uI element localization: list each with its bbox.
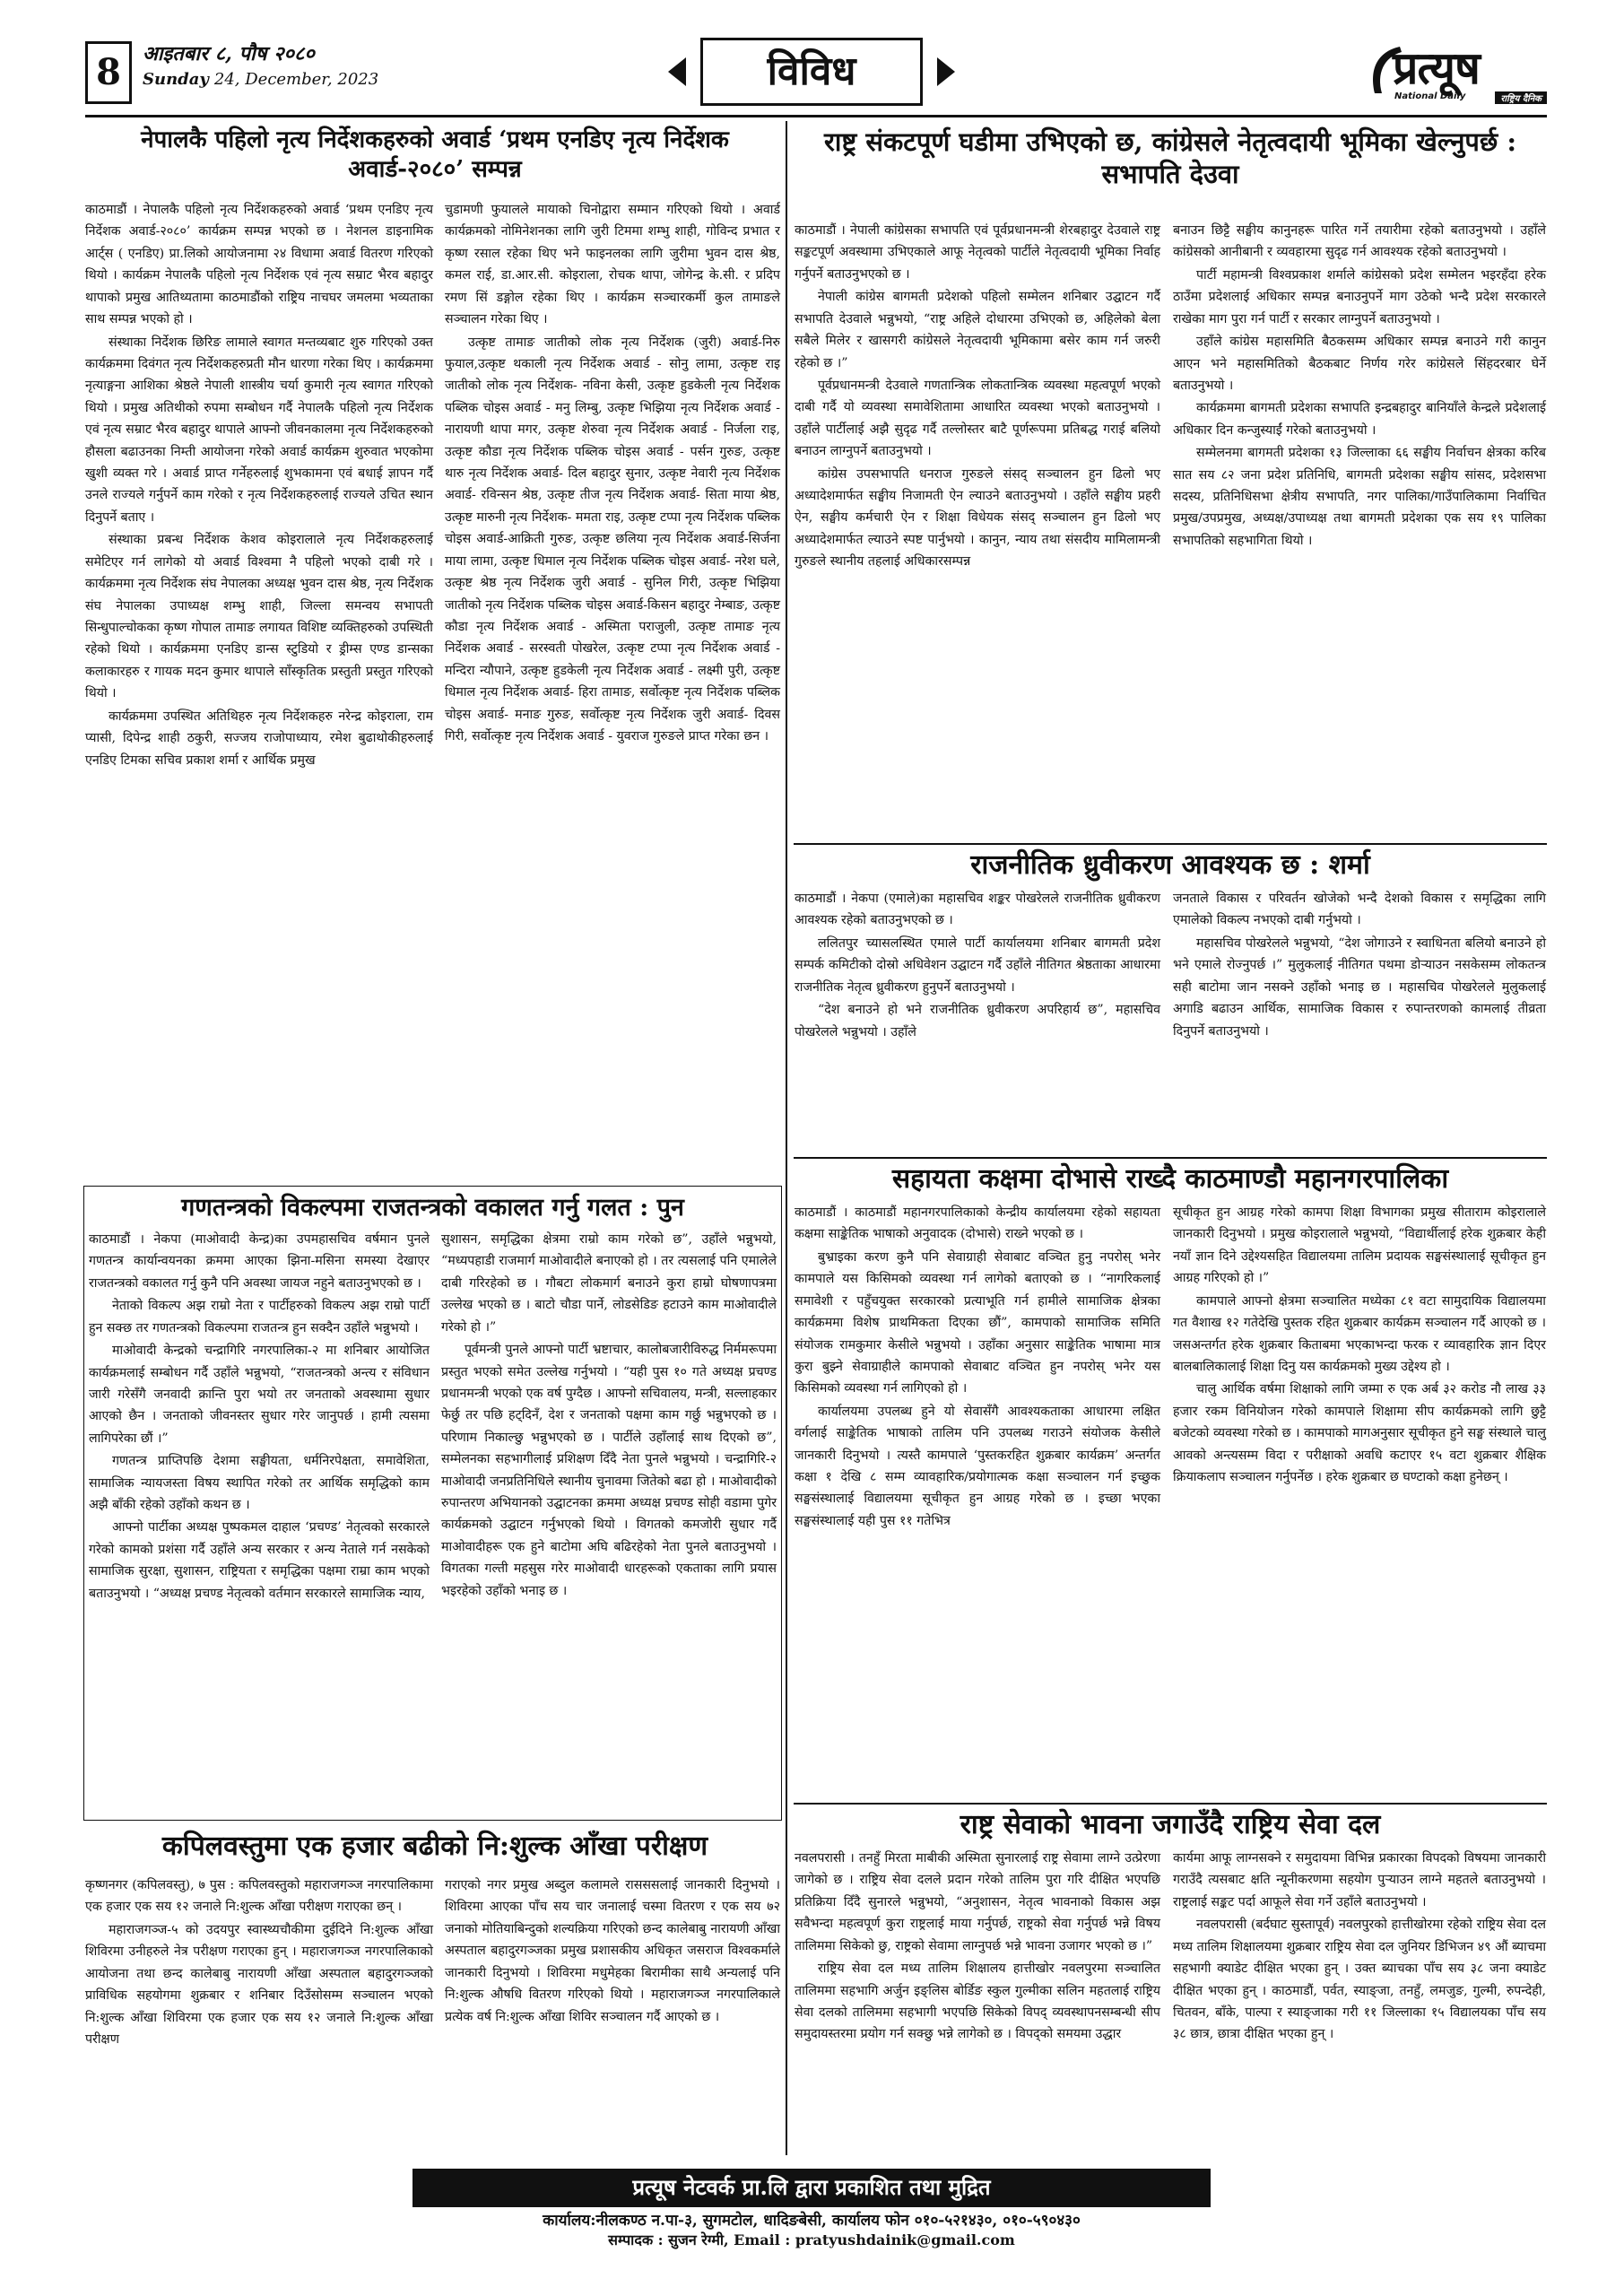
date-english	[143, 70, 378, 89]
article-paragraph: नेताको विकल्प अझ राम्रो नेता र पार्टीहरुको विकल्प अझ राम्रो पार्टी हुन सक्छ तर गणतन्त्रको विकल्पमा राजतन्त्र हुन सक्दैन उहाँले भन्नुभयो ।	[89, 1299, 430, 1335]
article-paragraph: उहाँले कांग्रेस महासमिति बैठकसम्म अधिकार सम्पन्न बनाउने गरी कानुन आएन भने महासमितिको बैठकबाट निर्णय गरेर कांग्रेसले सिंहदरबार घेर्ने बताउनुभयो ।	[1173, 335, 1546, 393]
article-paragraph: काठमाडौं । काठमाडौं महानगरपालिकाको केन्द्रीय कार्यालयमा रहेको सहायता कक्षमा साङ्केतिक भाषाको अनुवादक (दोभासे) राख्ने भएको छ ।	[795, 1205, 1160, 1242]
article-4-headline: राष्ट्र संकटपूर्ण घडीमा उभिएको छ, कांग्रेसले नेतृत्वदायी भूमिका खेल्नुपर्छ : सभापति देउवा	[823, 126, 1517, 190]
logo-tagline	[1394, 91, 1547, 104]
article-paragraph: पार्टी महामन्त्री विश्वप्रकाश शर्माले कांग्रेसको प्रदेश सम्मेलन भइरहँदा हरेक ठाउँमा प्रदेशलाई अधिकार सम्पन्न बनाउनुपर्ने माग उठेको भन्दै प्रदेश सरकारले राखेका माग पुरा गर्न पार्टी र सरकार लाग्नुपर्ने बताउनुभयो ।	[1173, 267, 1546, 326]
article-6-headline: सहायता कक्षमा दोभासे राख्दै काठमाण्डौ महानगरपालिका	[891, 1163, 1449, 1195]
date-english-value: 24, December, 2023	[213, 70, 379, 89]
article-paragraph: काठमाडौं । नेपालकै पहिलो नृत्य निर्देशकहरुको अवार्ड ‘प्रथम एनडिए नृत्य निर्देशक अवार्ड-२०८०’ कार्यक्रम सम्पन्न भएको छ । नेशनल डाइनामिक आर्ट्स ( एनडिए) प्रा.लिको आयोजनामा २४ विधामा अवार्ड वितरण गरिएको थियो । कार्यक्रम नेपालकै पहिलो नृत्य निर्देशक एवं नृत्य सम्राट भैरव बहादुर थापाको प्रमुख आतिथ्यतामा काठमाडौंको राष्ट्रिय नाचघर जमलमा भव्यताका साथ सम्पन्न भएको हो ।	[85, 203, 433, 327]
article-paragraph: ललितपुर च्यासलस्थित एमाले पार्टी कार्यालयमा शनिबार बागमती प्रदेश सम्पर्क कमिटीको दोस्रो अधिवेशन उद्घाटन गर्दै उहाँले नीतिगत श्रेष्ठताका आधारमा राजनीतिक नेतृत्व ध्रुवीकरण हुनुपर्ने बताउनुभयो ।	[795, 935, 1160, 995]
article-paragraph: कार्यमा आफू लाग्नसक्ने र समुदायमा विभिन्न प्रकारका विपदको विषयमा जानकारी गराउँदै त्यसबाट क्षति न्यूनीकरणमा सहयोग पुऱ्याउन लाग्ने महतले बताउनुभयो । राष्ट्रलाई सङ्कट पर्दा आफूले सेवा गर्ने उहाँले बताउनुभयो ।	[1173, 1851, 1546, 1909]
article-paragraph: कामपाले आफ्नो क्षेत्रमा सञ्चालित मध्येका ८१ वटा सामुदायिक विद्यालयमा गत वैशाख १२ गतेदेखि पुस्तक रहित शुक्रबार कार्यक्रम सञ्चालन गर्दै आएको छ । जसअन्तर्गत हरेक शुक्रबार किताबमा भएकाभन्दा फरक र व्यावहारिक ज्ञान दिएर बालबालिकालाई शिक्षा दिनु यस कार्यक्रमको मुख्य उद्देश्य हो ।	[1173, 1293, 1546, 1374]
article-paragraph: जनताले विकास र परिवर्तन खोजेको भन्दै देशको विकास र समृद्धिका लागि एमालेको विकल्प नभएको दाबी गर्नुभयो ।	[1173, 891, 1546, 928]
article-6-column-1	[795, 1202, 1160, 1533]
article-2-headline: गणतन्त्रको विकल्पमा राजतन्त्रको वकालत गर्नु गलत : पुन	[181, 1194, 684, 1222]
article-paragraph: महासचिव पोखरेलले भन्नुभयो, “देश जोगाउने र स्वाधिनता बलियो बनाउने हो भने एमाले रोज्नुपर्छ ।” मुलुकलाई नीतिगत पथमा डोर्‍याउन नसकेसम्म लोकतन्त्र सही बाटोमा जान नसक्ने उहाँको भनाइ छ । महासचिव पोखरेलले मुलुकलाई अगाडि बढाउन आर्थिक, सामाजिक विकास र रुपान्तरणको कामलाई तीव्रता दिनुपर्ने बताउनुभयो ।	[1173, 935, 1546, 1039]
date-block	[143, 39, 378, 89]
article-paragraph: राष्ट्रिय सेवा दल मध्य तालिम शिक्षालय हात्तीखोर नवलपुरमा सञ्चालित तालिममा सहभागि अर्जुन इङ्लिस बोर्डिङ स्कुल गुल्मीका सलिन महतलाई राष्ट्रिय सेवा दलको तालिममा सहभागी भएपछि सिकेको विपद् व्यवस्थापनसम्बन्धी सीप समुदायस्तरमा प्रयोग गर्न सक्छु भन्ने लागेको छ । विपद्को समयमा उद्धार	[795, 1961, 1160, 2042]
article-7-column-1	[795, 1848, 1160, 2047]
article-5-headline: राजनीतिक ध्रुवीकरण आवश्यक छ : शर्मा	[970, 849, 1370, 881]
article-1-column-2	[445, 199, 780, 749]
newspaper-logo	[1368, 38, 1547, 108]
logo-tagline-en: National Daily	[1394, 91, 1466, 101]
article-paragraph: पूर्वप्रधानमन्त्री देउवाले गणतान्त्रिक लोकतान्त्रिक व्यवस्था महत्वपूर्ण भएको दाबी गर्दै यो व्यवस्था समावेशितामा आधारित व्यवस्था भएको बताउनुभयो । उहाँले पार्टीलाई अझै सुदृढ गर्दै तल्लोस्तर बाटै पूर्णरूपमा प्रतिबद्ध गराई बलियो बनाउन लाग्नुपर्ने बताउनुभयो ।	[795, 378, 1160, 459]
article-paragraph: काठमाडौं । नेकपा (माओवादी केन्द्र)का उपमहासचिव वर्षमान पुनले गणतन्त्र कार्यान्वयनका क्रममा आएका झिना-मसिना समस्या देखाएर राजतन्त्रको वकालत गर्नु कुनै पनि अवस्था जायज नहुने बताउनुभएको छ ।	[89, 1232, 430, 1291]
article-paragraph: काठमाडौं । नेपाली कांग्रेसका सभापति एवं पूर्वप्रधानमन्त्री शेरबहादुर देउवाले राष्ट्र सङ्कटपूर्ण अवस्थामा उभिएकाले आफू नेतृत्वको पार्टीले नेतृत्वदायी भूमिका निर्वाह गर्नुपर्ने बताउनुभएको छ ।	[795, 223, 1160, 282]
article-paragraph: महाराजगञ्ज-५ को उदयपुर स्वास्थ्यचौकीमा दुईदिने नि:शुल्क आँखा शिविरमा उनीहरुले नेत्र परीक्षण गराएका हुन् । महाराजगञ्ज नगरपालिकाको आयोजना तथा छन्द कालेबाबु नारायणी आँखा अस्पताल बहादुरगञ्जको प्राविधिक सहयोगमा शुक्रबार र शनिबार दिउँसोसम्म सञ्चालन भएको नि:शुल्क आँखा शिविरमा एक हजार एक सय १२ जनाले नि:शुल्क आँखा परीक्षण	[85, 1922, 433, 2047]
article-4-column-1	[795, 220, 1160, 574]
article-paragraph: काठमाडौं । नेकपा (एमाले)का महासचिव शङ्कर पोखरेलले राजनीतिक ध्रुवीकरण आवश्यक रहेको बताउनुभएको छ ।	[795, 891, 1160, 928]
right-arrow-icon	[937, 57, 955, 86]
article-paragraph: बुभ्राइका करण कुनै पनि सेवाग्राही सेवाबाट वञ्चित हुनु नपरोस् भनेर कामपाले यस किसिमको व्यवस्था गर्न लागेको बताएको छ । “नागरिकलाई समावेशी र पहुँचयुक्त सरकारको प्रत्याभूति गर्न हामीले सामाजिक क्षेत्रका कार्यक्रममा विशेष प्राथमिकता दिएका छौं”, कामपाको सामाजिक समिति संयोजक रामकुमार केसीले भन्नुभयो । उहाँका अनुसार साङ्केतिक भाषामा मात्र कुरा बुझ्ने सेवाग्राहीले कामपाको सेवाबाट वञ्चित हुन नपरोस् भनेर यस किसिमको व्यवस्था गर्न लागिएको हो ।	[795, 1249, 1160, 1396]
publisher-footer	[413, 2169, 1211, 2246]
article-paragraph: कार्यक्रममा उपस्थित अतिथिहरु नृत्य निर्देशकहरु नरेन्द्र कोइराला, राम प्यासी, दिपेन्द्र शाही ठकुरी, सज्जय राजोपाध्याय, रमेश बुढाथोकीहरुलाई एनडिए टिमका सचिव प्रकाश शर्मा र आर्थिक प्रमुख	[85, 709, 433, 768]
article-paragraph: सम्मेलनमा बागमती प्रदेशका १३ जिल्लाका ६६ सङ्घीय निर्वाचन क्षेत्रका करिब सात सय ८२ जना प्रदेश प्रतिनिधि, बागमती प्रदेशका सङ्घीय सांसद, प्रदेशसभा सदस्य, प्रतिनिधिसभा क्षेत्रीय सभापति, नगर पालिका/गाउँपालिकामा निर्वाचित प्रमुख/उपप्रमुख, अध्यक्ष/उपाध्यक्ष तथा बागमती प्रदेशका एक सय १९ पालिका सभापतिको सहभागिता थियो ।	[1173, 446, 1546, 548]
article-4-column-2	[1173, 220, 1546, 552]
article-paragraph: “देश बनाउने हो भने राजनीतिक ध्रुवीकरण अपरिहार्य छ”, महासचिव पोखरेलले भन्नुभयो । उहाँले	[795, 1003, 1160, 1039]
article-paragraph: कृष्णनगर (कपिलवस्तु), ७ पुस : कपिलवस्तुको महाराजगञ्ज नगरपालिकामा एक हजार एक सय १२ जनाले नि:शुल्क आँखा परीक्षण गराएका छन् ।	[85, 1878, 433, 1915]
footer-publisher: प्रत्यूष नेटवर्क प्रा.लि द्वारा प्रकाशित तथा मुद्रित	[413, 2169, 1211, 2207]
article-paragraph: सुशासन, समृद्धिका क्षेत्रमा राम्रो काम गरेको छ”, उहाँले भन्नुभयो, “मध्यपहाडी राजमार्ग माओवादीले बनाएको हो । तर त्यसलाई पनि एमालेले दाबी गरिरहेको छ । गौबटा लोकमार्ग बनाउने कुरा हाम्रो घोषणापत्रमा उल्लेख भएको छ । बाटो चौडा पार्ने, लोडसेडिङ हटाउने काम माओवादीले गरेको हो ।”	[441, 1232, 777, 1335]
article-7-column-2	[1173, 1848, 1546, 2047]
article-paragraph: कांग्रेस उपसभापति धनराज गुरुङले संसद् सञ्चालन हुन ढिलो भए अध्यादेशमार्फत सङ्घीय निजामती ऐन ल्याउने बताउनुभयो । उहाँले सङ्घीय प्रहरी ऐन, सङ्घीय कर्मचारी ऐन र शिक्षा विधेयक संसद् सञ्चालन हुन ढिलो भए अध्यादेशमार्फत ल्याउने स्पष्ट पार्नुभयो । कानुन, न्याय तथा संसदीय मामिलामन्त्री गुरुङले स्थानीय तहलाई अधिकारसम्पन्न	[795, 466, 1160, 570]
article-paragraph: नवलपरासी । तनहुँ मिरता माबीकी अस्मिता सुनारलाई राष्ट्र सेवामा लाग्ने उत्प्रेरणा जागेको छ । राष्ट्रिय सेवा दलले प्रदान गरेको तालिम पुरा गरि दीक्षित भएपछि प्रतिक्रिया दिँदै सुनारले भन्नुभयो, “अनुशासन, नेतृत्व भावनाको विकास अझ सवैभन्दा महत्वपूर्ण कुरा राष्ट्रलाई माया गर्नुपर्छ, राष्ट्रको सेवा गर्नुपर्छ भन्ने विषय तालिममा सिकेको छु, राष्ट्रको सेवामा लाग्नुपर्छ भन्ने भावना उजागर भएको छ ।”	[795, 1851, 1160, 1953]
masthead	[85, 38, 1547, 108]
article-paragraph: गणतन्त्र प्राप्तिपछि देशमा सङ्घीयता, धर्मनिरपेक्षता, समावेशिता, सामाजिक न्यायजस्ता विषय स्थापित गरेको तर आर्थिक समृद्धिको काम अझै बाँकी रहेको उहाँको कथन छ ।	[89, 1454, 430, 1513]
article-paragraph: कार्यालयमा उपलब्ध हुने यो सेवासँगै आवश्यकताका आधारमा लक्षित वर्गलाई साङ्केतिक भाषाको तालिम पनि उपलब्ध गराउने संयोजक केसीले जानकारी दिनुभयो । त्यस्तै कामपाले ‘पुस्तकरहित शुक्रबार कार्यक्रम’ अन्तर्गत कक्षा १ देखि ८ सम्म व्यावहारिक/प्रयोगात्मक कक्षा सञ्चालन गर्न इच्छुक सङ्घसंस्थालाई विद्यालयमा सूचीकृत हुन आग्रह गरेको छ । इच्छा भएका सङ्घसंस्थालाई यही पुस ११ गतेभित्र	[795, 1404, 1160, 1528]
article-paragraph: संस्थाका निर्देशक छिरिङ लामाले स्वागत मन्तव्यबाट शुरु गरिएको उक्त कार्यक्रममा दिवंगत नृत्य निर्देशकहरुप्रती मौन धारणा गरेका थिए । कार्यक्रममा नृत्याङ्गना आशिका श्रेष्ठले नेपाली शास्त्रीय चर्या कुमारी नृत्य स्वागत गरिएको थियो । प्रमुख अतिथीको रुपमा सम्बोधन गर्दै नेपालकै पहिलो नृत्य निर्देशक एवं नृत्य सम्राट भैरव बहादुर थापाले आफ्नो जीवनकालमा नृत्य निर्देशकहरुको हौसला बढाउनका निम्ती आयोजना गरेको अवार्ड कार्यक्रम शुरुवात भएकोमा खुशी व्यक्त गरे । अवार्ड प्राप्त गर्नेहरुलाई शुभकामना एवं बधाई ज्ञापन गर्दै उनले राज्यले गर्नुपर्ने काम गरेको र नृत्य निर्देशकहरुलाई राज्यले उचित स्थान दिनुपर्ने बताए ।	[85, 335, 433, 525]
article-paragraph: बनाउन छिट्टै सङ्घीय कानुनहरू पारित गर्ने तयारीमा रहेको बताउनुभयो । उहाँले कांग्रेसको आनीबानी र व्यवहारमा सुदृढ गर्न आवश्यक रहेको बताउनुभयो ।	[1173, 223, 1546, 260]
article-paragraph: कार्यक्रममा बागमती प्रदेशका सभापति इन्द्रबहादुर बानियाँले केन्द्रले प्रदेशलाई अधिकार दिन कन्जुस्याईं गरेको बताउनुभयो ।	[1173, 401, 1546, 438]
date-nepali: आइतबार ८, पौष २०८०	[143, 42, 315, 65]
article-7-headline: राष्ट्र सेवाको भावना जगाउँदै राष्ट्रिय सेवा दल	[960, 1809, 1381, 1840]
article-1-headline: नेपालकै पहिलो नृत्य निर्देशकहरुको अवार्ड ‘प्रथम एनडिए नृत्य निर्देशक अवार्ड-२०८०’ सम्पन्न	[141, 126, 729, 183]
article-paragraph: संस्थाका प्रबन्ध निर्देशक केशव कोइरालाले नृत्य निर्देशकहरुलाई समेटिएर गर्न लागेको यो अवार्ड विश्वमा नै पहिलो भएको दाबी गरे । कार्यक्रममा नृत्य निर्देशक संघ नेपालका अध्यक्ष भुवन दास श्रेष्ठ, नृत्य निर्देशक संघ नेपालका उपाध्यक्ष शम्भु शाही, जिल्ला समन्वय सभापती सिन्धुपाल्चोकका कृष्ण गोपाल तामाङ लगायत विशिष्ट व्यक्तिहरुको उपस्थिती रहेको थियो । कार्यक्रममा एनडिए डान्स स्टुडियो र ड्रीम्स एण्ड डान्सका कलाकारहरु र गायक मदन कुमार थापाले साँस्कृतिक प्रस्तुती प्रस्तुत गरिएको थियो ।	[85, 533, 433, 701]
article-3-column-1	[85, 1874, 433, 2051]
article-paragraph: नवलपरासी (बर्दघाट सुस्तापूर्व) नवलपुरको हात्तीखोरमा रहेको राष्ट्रिय सेवा दल मध्य तालिम शिक्षालयमा शुक्रबार राष्ट्रिय सेवा दल जुनियर डिभिजन ४९ औं ब्याचमा सहभागी क्याडेट दीक्षित भएका हुन् । उक्त ब्याचका पाँच सय ३८ जना क्याडेट दीक्षित भएका हुन् । काठमाडौं, पर्वत, स्याङ्जा, तनहुँ, लमजुङ, गुल्मी, रुपन्देही, चितवन, बाँके, पाल्पा र स्याङ्जाका गरी ११ जिल्लाका १५ विद्यालयका पाँच सय ३८ छात्र, छात्रा दीक्षित भएका हुन् ।	[1173, 1918, 1546, 2042]
article-paragraph: पूर्वमन्त्री पुनले आफ्नो पार्टी भ्रष्टाचार, कालोबजारीविरुद्ध निर्ममरूपमा प्रस्तुत भएको समेत उल्लेख गर्नुभयो । “यही पुस १० गते अध्यक्ष प्रचण्ड प्रधानमन्त्री भएको एक वर्ष पुग्दैछ । आफ्नो सचिवालय, मन्त्री, सल्लाहकार फेर्छु तर पछि हट्दिनँ, देश र जनताको पक्षमा काम गर्छु भन्नुभएको छ । परिणाम निकाल्छु भन्नुभएको छ । पार्टीले उहाँलाई साथ दिएको छ”, सम्मेलनका सहभागीलाई प्रशिक्षण दिँदै नेता पुनले भन्नुभयो । चन्द्रागिरि-२ माओवादी जनप्रतिनिधिले स्थानीय चुनावमा जितेको बढा हो । माओवादीको रुपान्तरण अभियानको उद्घाटनका क्रममा अध्यक्ष प्रचण्ड सोही वडामा पुगेर कार्यक्रमको उद्घाटन गर्नुभएको थियो । विगतको कमजोरी सुधार गर्दै माओवादीहरू एक हुने बाटोमा अघि बढिरहेको नेता पुनले बताउनुभयो । विगतका गल्ती महसुस गरेर माओवादी धारहरूको एकताका लागि प्रयास भइरहेको उहाँको भनाइ छ ।	[441, 1343, 777, 1598]
article-paragraph: उत्कृष्ट तामाङ जातीको लोक नृत्य निर्देशक (जुरी) अवार्ड-निरु फुयाल,उत्कृष्ट थकाली नृत्य निर्देशक अवार्ड - सोनु लामा, उत्कृष्ट राइ जातीको लोक नृत्य निर्देशक- नविना केसी, उत्कृष्ट हुडकेली नृत्य निर्देशक पब्लिक चोइस अवार्ड - मनु लिम्बु, उत्कृष्ट भिझिया नृत्य निर्देशक अवार्ड - नारायणी थापा मगर, उत्कृष्ट शेरुवा नृत्य निर्देशक अवार्ड - निर्जला राइ, उत्कृष्ट कौडा नृत्य निर्देशक पब्लिक चोइस अवार्ड - पर्सन गुरुङ, उत्कृष्ट थारु नृत्य निर्देशक अवार्ड- दिल बहादुर सुनार, उत्कृष्ट नेवारी नृत्य निर्देशक अवार्ड- रविन्सन श्रेष्ठ, उत्कृष्ट तीज नृत्य निर्देशक अवार्ड- सिता माया श्रेष्ठ, उत्कृष्ट मारुनी नृत्य निर्देशक- ममता राइ, उत्कृष्ट टप्पा नृत्य निर्देशक पब्लिक चोइस अवार्ड-आक्रिती गुरुङ, उत्कृष्ट छलिया नृत्य निर्देशक अवार्ड-सिर्जना माया लामा, उत्कृष्ट धिमाल नृत्य निर्देशक पब्लिक चोइस अवार्ड- नरेश घले, उत्कृष्ट श्रेष्ठ नृत्य निर्देशक जुरी अवार्ड - सुनिल गिरी, उत्कृष्ट भिझिया जातीको नृत्य निर्देशक पब्लिक चोइस अवार्ड-किसन बहादुर नेम्बाङ, उत्कृष्ट कौडा नृत्य निर्देशक अवार्ड - अस्मिता पराजुली, उत्कृष्ट तामाङ नृत्य निर्देशक अवार्ड - सरस्वती पोखरेल, उत्कृष्ट टप्पा नृत्य निर्देशक अवार्ड - मन्दिरा न्यौपाने, उत्कृष्ट हुडकेली नृत्य निर्देशक अवार्ड - लक्ष्मी पुरी, उत्कृष्ट धिमाल नृत्य निर्देशक अवार्ड- हिरा तामाङ, सर्वोत्कृष्ट नृत्य निर्देशक पब्लिक चोइस अवार्ड- मनाङ गुरुङ, सर्वोत्कृष्ट नृत्य निर्देशक जुरी अवार्ड- दिवस गिरी, सर्वोत्कृष्ट नृत्य निर्देशक अवार्ड - युवराज गुरुङले प्राप्त गरेका छन ।	[445, 335, 780, 744]
left-arrow-icon	[668, 57, 686, 86]
article-paragraph: चुडामणी फुयालले मायाको चिनोद्वारा सम्मान गरिएको थियो । अवार्ड कार्यक्रमको नोमिनेशनका लागि जुरी टिममा शम्भु शाही, गोविन्द प्रभात र कृष्ण रसाल रहेका थिए भने फाइनलका लागि जुरीमा भुवन दास श्रेष्ठ, कमल राई, डा.आर.सी. कोइराला, रोचक थापा, जोगेन्द्र के.सी. र प्रदिप रमण सिं डङ्गोल रहेका थिए । कार्यक्रम सञ्चारकर्मी कुल तामाङले सञ्चालन गरेका थिए ।	[445, 203, 780, 327]
article-paragraph: गराएको नगर प्रमुख अब्दुल कलामले रासससलाई जानकारी दिनुभयो । शिविरमा आएका पाँच सय चार जनालाई चस्मा वितरण र एक सय ७२ जनाको मोतियाबिन्दुको शल्यक्रिया गरिएको छन्द कालेबाबु नारायणी आँखा अस्पताल बहादुरगञ्जका प्रमुख प्रशासकीय अधिकृत जसराज विश्वकर्माले जानकारी दिनुभयो । शिविरमा मधुमेहका बिरामीका साथै अन्यलाई पनि नि:शुल्क औषधि वितरण गरिएको थियो । महाराजगञ्ज नगरपालिकाले प्रत्येक वर्ष नि:शुल्क आँखा शिविर सञ्चालन गर्दै आएको छ ।	[445, 1878, 780, 2024]
article-5-column-1	[795, 888, 1160, 1044]
section-header	[668, 38, 955, 106]
footer-office: कार्यालय:नीलकण्ठ न.पा-३, सुगमटोल, धादिङबेसी, कार्यालय फोन ०१०-५२१४३०, ०१०-५९०४३०	[543, 2212, 1081, 2230]
day-english: Sunday	[143, 70, 209, 89]
article-separator	[794, 1157, 1547, 1159]
center-column-rule	[786, 121, 787, 2155]
article-paragraph: आफ्नो पार्टीका अध्यक्ष पुष्पकमल दाहाल ‘प्रचण्ड’ नेतृत्वको सरकारले गरेको कामको प्रशंसा गर्दै उहाँले अन्य सरकार र अन्य नेताले गर्न नसकेको सामाजिक सुरक्षा, सुशासन, राष्ट्रियता र समृद्धिका पक्षमा राम्रा काम भएको बताउनुभयो । “अध्यक्ष प्रचण्ड नेतृत्वको वर्तमान सरकारले सामाजिक न्याय,	[89, 1520, 430, 1601]
article-paragraph: नेपाली कांग्रेस बागमती प्रदेशको पहिलो सम्मेलन शनिबार उद्घाटन गर्दै सभापति देउवाले भन्नुभयो, “राष्ट्र अहिले दोधारमा उभिएको छ, अहिलेको बेला सबैले मिलेर र खासगरी कांग्रेसले नेतृत्वदायी भूमिकामा बसेर काम गर्न जरुरी रहेको छ ।”	[795, 290, 1160, 370]
article-separator	[794, 1803, 1547, 1805]
article-paragraph: चालु आर्थिक वर्षमा शिक्षाको लागि जम्मा रु एक अर्ब ३२ करोड नौ लाख ३३ हजार रकम विनियोजन गरेको कामपाले शिक्षामा सीप कार्यक्रमको लागि छुट्टै बजेटको व्यवस्था गरेको छ । कामपाको मागअनुसार सूचीकृत हुने सङ्घ संस्थाले चालु आवको अन्त्यसम्म विदा र परीक्षाको अवधि कटाएर १५ वटा शुक्रबार शैक्षिक क्रियाकलाप सञ्चालन गर्नुपर्नेछ । हरेक शुक्रबार छ घण्टाको कक्षा हुनेछन् ।	[1173, 1382, 1546, 1485]
article-2-column-1	[89, 1229, 430, 1605]
article-paragraph: माओवादी केन्द्रको चन्द्रागिरि नगरपालिका-२ मा शनिबार आयोजित कार्यक्रमलाई सम्बोधन गर्दै उहाँले भन्नुभयो, “राजतन्त्रको अन्त्य र संविधान जारी गरेसँगै जनवादी क्रान्ति पुरा भयो तर जनताको अवस्थामा सुधार आएको छैन । जनताको जीवनस्तर सुधार गरेर जानुपर्छ । हामी त्यसमा लागिपरेका छौं ।”	[89, 1344, 430, 1446]
article-5-column-2	[1173, 888, 1546, 1043]
footer-editor: सम्पादक : सुजन रेग्मी, Email : pratyushdainik@gmail.com	[608, 2231, 1015, 2248]
article-2-column-2	[441, 1229, 777, 1603]
section-title: विविध	[700, 38, 923, 106]
article-6-column-2	[1173, 1202, 1546, 1489]
logo-wordmark: प्रत्यूष	[1393, 41, 1480, 94]
page-number: 8	[85, 41, 132, 104]
logo-tagline-np: राष्ट्रिय दैनिक	[1495, 91, 1547, 104]
article-3-headline: कपिलवस्तुमा एक हजार बढीको नि:शुल्क आँखा परीक्षण	[161, 1831, 708, 1862]
article-paragraph: सूचीकृत हुन आग्रह गरेको कामपा शिक्षा विभागका प्रमुख सीताराम कोइरालाले जानकारी दिनुभयो । प्रमुख कोइरालाले भन्नुभयो, “विद्यार्थीलाई हरेक शुक्रबार केही नयाँ ज्ञान दिने उद्देश्यसहित विद्यालयमा तालिम प्रदायक सङ्घसंस्थालाई सूचीकृत हुन आग्रह गरिएको हो ।”	[1173, 1205, 1546, 1286]
article-3-column-2	[445, 1874, 780, 2029]
article-1-column-1	[85, 199, 433, 772]
masthead-rule	[85, 115, 1547, 117]
article-separator	[794, 843, 1547, 845]
